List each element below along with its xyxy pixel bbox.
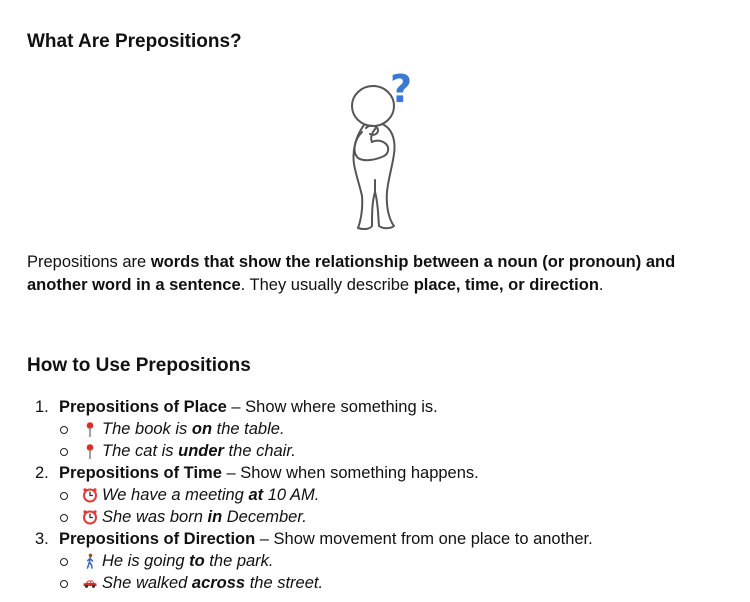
pin-icon [82,421,98,437]
alarm-clock-icon [82,487,98,503]
example-preposition: on [191,420,213,438]
car-icon [82,575,98,591]
example-text [102,418,285,440]
item-number: 3. [35,530,49,548]
bullet-circle [60,514,68,522]
bullet-circle [60,448,68,456]
item-number: 2. [35,464,49,482]
intro-text-2: . They usually describe [240,276,414,294]
thinking-person-illustration [328,68,424,240]
example-text [102,440,296,462]
intro-text-1: Prepositions are [27,253,151,271]
example-item [0,484,740,506]
example-pre: The cat is [102,442,179,460]
example-pre: We have a meeting [102,486,249,504]
item-number: 1. [35,398,49,416]
example-post: the park. [204,552,274,570]
list-item-time [0,462,740,484]
alarm-clock-icon [82,509,98,525]
example-text [102,506,307,528]
bullet-circle [60,558,68,566]
intro-bold-2: place, time, or direction [413,276,599,294]
list-item-place [0,396,740,418]
example-item [0,506,740,528]
item-desc: – Show when something happens. [221,464,479,482]
item-title: Prepositions of Place [59,398,227,416]
example-post: the chair. [223,442,296,460]
intro-bold-1: words that show the relationship between a noun (or pronoun) and another word in a sentence [27,253,676,294]
example-preposition: at [248,486,264,504]
example-pre: The book is [102,420,192,438]
item-title: Prepositions of Direction [59,530,256,548]
item-text [59,462,479,484]
bullet-circle [60,580,68,588]
example-preposition: in [207,508,223,526]
walking-person-icon [82,553,98,569]
item-desc: – Show movement from one place to another. [255,530,593,548]
item-text [59,528,593,550]
example-item [0,572,740,594]
example-item [0,440,740,462]
bullet-circle [60,492,68,500]
preposition-list [0,396,740,594]
list-item-direction [0,528,740,550]
example-post: the table. [212,420,285,438]
item-title: Prepositions of Time [59,464,222,482]
example-item [0,418,740,440]
example-preposition: across [191,574,246,592]
section-heading: How to Use Prepositions [27,355,251,376]
example-post: 10 AM. [263,486,320,504]
example-post: December. [222,508,307,526]
example-post: the street. [245,574,324,592]
item-desc: – Show where something is. [226,398,438,416]
example-preposition: under [178,442,224,460]
example-text [102,572,323,594]
example-text [102,550,274,572]
intro-paragraph [27,251,739,297]
example-pre: She walked [102,574,192,592]
example-pre: He is going [102,552,190,570]
question-mark-icon: ? [390,68,413,111]
example-pre: She was born [102,508,208,526]
example-preposition: to [189,552,205,570]
example-item [0,550,740,572]
page-title: What Are Prepositions? [27,31,242,52]
example-text [102,484,319,506]
intro-text-3: . [598,276,604,294]
bullet-circle [60,426,68,434]
pin-icon [82,443,98,459]
item-text [59,396,438,418]
